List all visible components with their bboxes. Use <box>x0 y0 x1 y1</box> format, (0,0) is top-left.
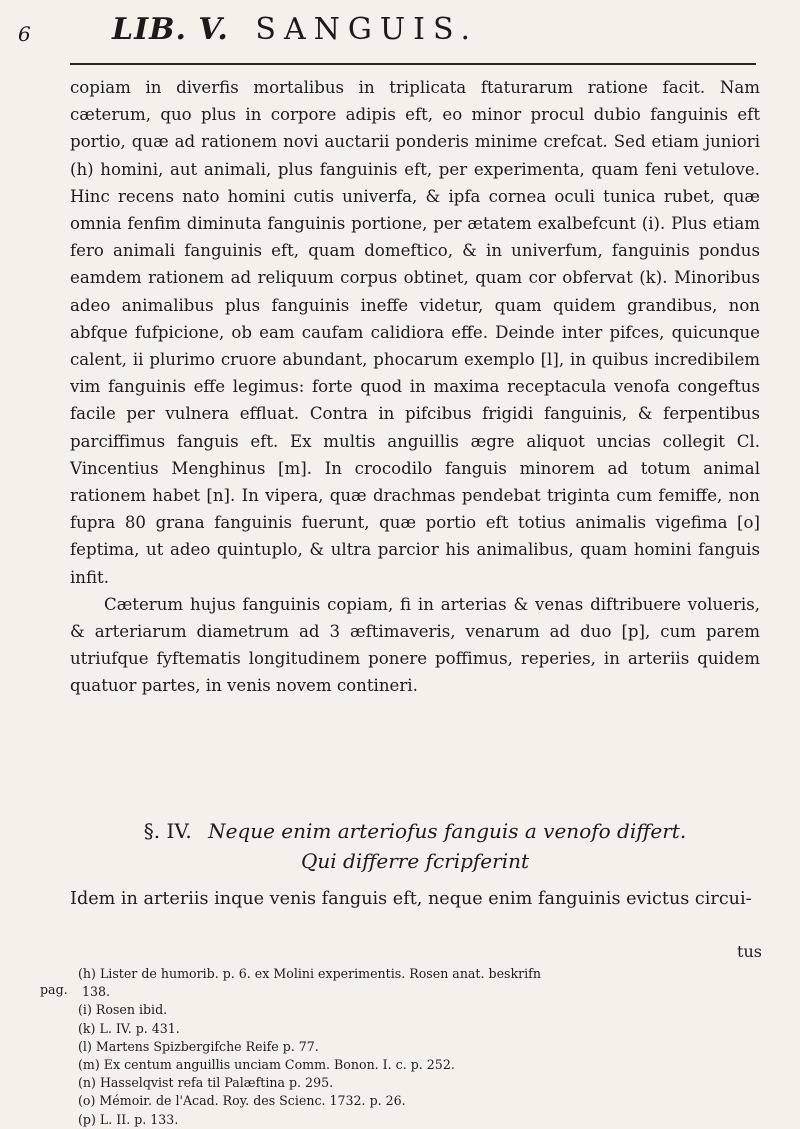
section-first-line: Idem in arteriis inque venis fanguis eft, neque enim fanguinis evictus circui- <box>70 889 752 909</box>
body-text <box>70 74 760 700</box>
footnote-h: (h) Lister de humorib. p. 6. ex Molini experimentis. Rosen anat. beskrifn <box>78 966 541 981</box>
footnote-l: (l) Martens Spizbergifche Reife p. 77. <box>78 1038 319 1054</box>
footnote-h-continuation: 138. <box>82 984 111 1000</box>
footnote-m: (m) Ex centum anguillis unciam Comm. Bonon. I. c. p. 252. <box>78 1057 455 1073</box>
paragraph: Cæterum hujus fanguinis copiam, fi in arterias & venas diftribuere volueris, & arteriarum diametrum ad 3 æftimaveris, venarum ad duo [p], cum parem utriufque fyftematis longitudinem ponere poffimus, reperies, in arteriis quidem quatuor partes, in venis novem contineri. <box>70 594 760 696</box>
book-label: LIB. V. <box>112 12 229 47</box>
section-number: §. IV. <box>143 819 192 843</box>
section-title-line-1: Neque enim arteriofus fanguis a venofo differt. <box>208 819 687 843</box>
footnotes <box>78 965 758 1129</box>
running-head <box>112 12 478 47</box>
catchword: tus <box>737 942 762 961</box>
page-number: 6 <box>18 22 31 46</box>
section-title-line-2: Qui differre fcripferint <box>300 849 530 873</box>
chapter-title: SANGUIS. <box>255 12 478 47</box>
section-heading <box>70 816 760 876</box>
footnote-pag-label: pag. <box>40 982 68 997</box>
footnote-p: (p) L. II. p. 133. <box>78 1111 179 1127</box>
header-rule <box>70 63 756 65</box>
footnote-i: (i) Rosen ibid. <box>78 1002 168 1018</box>
paragraph: copiam in diverfis mortalibus in triplicata ftaturarum ratione facit. Nam cæterum, quo plus in corpore adipis eft, eo minor procul dubio fanguinis eft portio, quæ ad rationem novi auctarii ponderis minime crefcat. Sed etiam juniori (h) homini, aut animali, plus fanguinis eft, per experimenta, quam feni vetulove. Hinc recens nato homini cutis univerfa, & ipfa cornea oculi tunica rubet, quæ omnia fenfim diminuta fanguinis portione, per ætatem exalbefcunt (i). Plus etiam fero animali fanguinis eft, quam domeftico, & in univerfum, fanguinis pondus eamdem rationem ad reliquum corpus obtinet, quam cor obfervat (k). Minoribus adeo animalibus plus fanguinis ineffe videtur, quam quidem grandibus, non abfque fufpicione, ob eam caufam calidiora effe. Deinde inter pifces, quicunque calent, ii plurimo cruore abundant, phocarum exemplo [l], in quibus incredibilem vim fanguinis effe legimus: forte quod in maxima receptacula venofa congeftus facile per vulnera effluat. Contra in pifcibus frigidi fanguinis, & ferpentibus parciffimus fanguis eft. Ex multis anguillis ægre aliquot uncias collegit Cl. Vincentius Menghinus [m]. In crocodilo fanguis minorem ad totum animal rationem habet [n]. In vipera, quæ drachmas pendebat triginta cum femiffe, non fupra 80 grana fanguinis fuerunt, quæ portio eft totius animalis vigefima [o] feptima, ut adeo quintuplo, & ultra parcior his animalibus, quam homini fanguis infit. <box>70 78 760 587</box>
footnote-n: (n) Hasselqvist refa til Palæftina p. 295. <box>78 1075 334 1091</box>
footnote-k: (k) L. IV. p. 431. <box>78 1020 180 1036</box>
footnote-o: (o) Mémoir. de l'Acad. Roy. des Scienc. 1732. p. 26. <box>78 1093 406 1109</box>
